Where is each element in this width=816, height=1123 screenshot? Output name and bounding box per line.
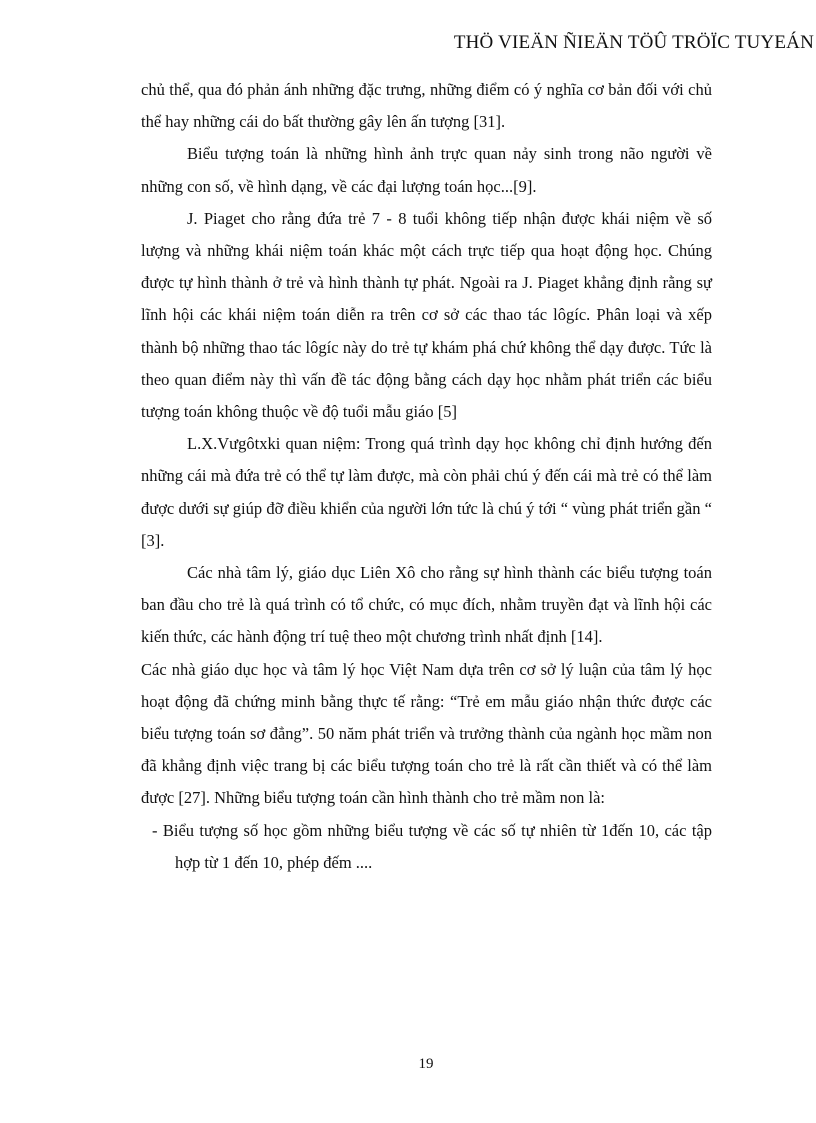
paragraph: Các nhà giáo dục học và tâm lý học Việt Nam dựa trên cơ sở lý luận của tâm lý học hoạt động đã chứng minh bằng thực tế rằng: “Trẻ em mẫu giáo nhận thức được các biểu tượng toán sơ đẳng”. 50 năm phát triển và trưởng thành của ngành học mầm non đã khẳng định việc trang bị các biểu tượng toán cho trẻ là rất cần thiết và có thể làm được [27]. Những biểu tượng toán cần hình thành cho trẻ mầm non là: [141,659,712,808]
paragraph: chủ thể, qua đó phản ánh những đặc trưng, những điểm có ý nghĩa cơ bản đối với chủ thể hay những cái do bất thường gây lên ấn tượng [31]. [141,80,712,132]
page-header: THÖ VIEÄN ÑIEÄN TÖÛ TRÖÏC TUYEÁN [453,32,814,53]
page-body [141,74,712,879]
paragraph: L.X.Vưgôtxki quan niệm: Trong quá trình dạy học không chỉ định hướng đến những cái mà đứa trẻ có thể tự làm được, mà còn phải chú ý đến cái mà trẻ có thể làm được dưới sự giúp đỡ điều khiển của người lớn tức là chú ý tới “ vùng phát triển gần “ [3]. [141,434,712,550]
list-item: - Biểu tượng số học gồm những biểu tượng về các số tự nhiên từ 1đến 10, các tập hợp từ 1 đến 10, phép đếm .... [152,820,712,872]
paragraph: Biểu tượng toán là những hình ảnh trực quan nảy sinh trong não người về những con số, về hình dạng, về các đại lượng toán học...[9]. [141,144,712,196]
page-number: 19 [418,1056,434,1072]
paragraph: J. Piaget cho rằng đứa trẻ 7 - 8 tuổi không tiếp nhận được khái niệm về số lượng và những khái niệm toán khác một cách trực tiếp qua hoạt động học. Chúng được tự hình thành ở trẻ và hình thành tự phát. Ngoài ra J. Piaget khẳng định rằng sự lĩnh hội các khái niệm toán diễn ra trên cơ sở các thao tác lôgíc. Phân loại và xếp thành bộ những thao tác lôgíc này do trẻ tự khám phá chứ không thể dạy được. Tức là theo quan điểm này thì vấn đề tác động bằng cách dạy học nhằm phát triển các biểu tượng toán không thuộc về độ tuổi mẫu giáo [5] [141,208,712,422]
paragraph: Các nhà tâm lý, giáo dục Liên Xô cho rằng sự hình thành các biểu tượng toán ban đầu cho trẻ là quá trình có tổ chức, có mục đích, nhằm truyền đạt và lĩnh hội các kiến thức, các hành động trí tuệ theo một chương trình nhất định [14]. [141,563,712,647]
